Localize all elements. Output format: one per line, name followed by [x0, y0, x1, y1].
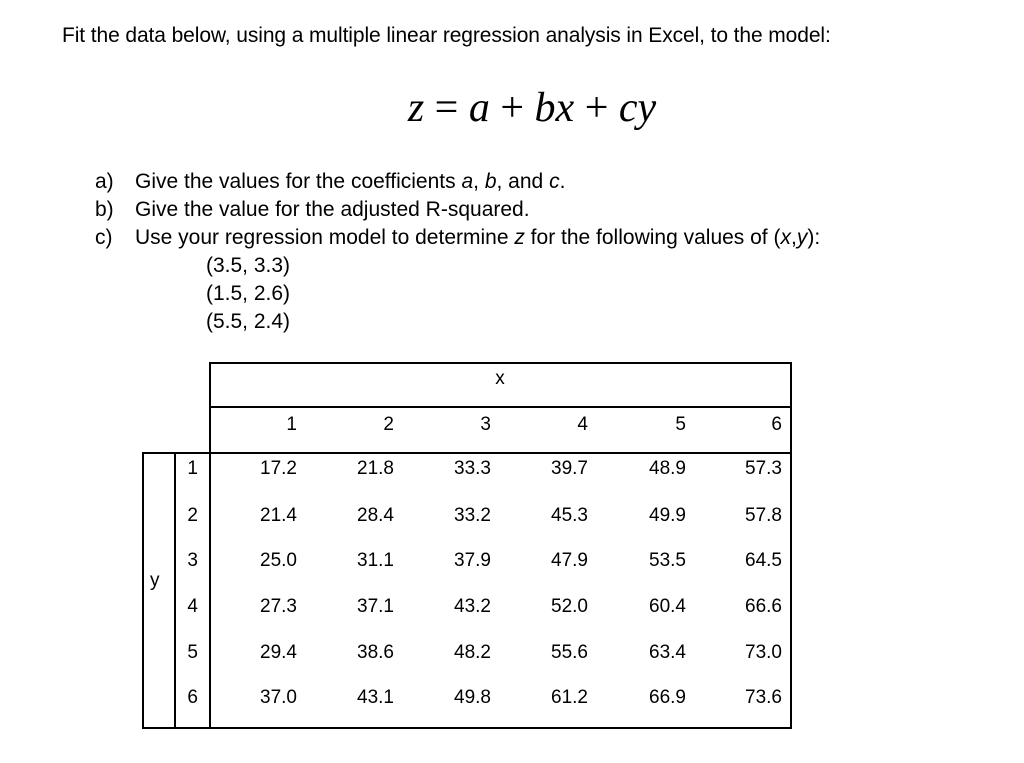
table-cell: 38.6	[357, 642, 394, 663]
header-divider	[209, 406, 792, 408]
eq-bx: bx	[534, 85, 575, 131]
table-cell: 49.8	[454, 687, 491, 708]
table-cell: 33.3	[454, 458, 491, 479]
question-text: Give the values for the coefficients	[135, 170, 462, 193]
x-header-2: 2	[383, 414, 394, 435]
y-header-5: 5	[187, 642, 198, 663]
question-text: Use your regression model to determine	[135, 226, 515, 249]
table-cell: 21.4	[260, 505, 297, 526]
table-cell: 53.5	[649, 550, 686, 571]
table-cell: 27.3	[260, 596, 297, 617]
x-header-5: 5	[675, 414, 686, 435]
eq-equals: =	[434, 85, 459, 131]
question-label: b)	[95, 198, 114, 221]
table-cell: 48.9	[649, 458, 686, 479]
intro-text: Fit the data below, using a multiple linear regression analysis in Excel, to the model:	[62, 24, 831, 47]
eq-plus-2: +	[584, 85, 609, 131]
table-cell: 48.2	[454, 642, 491, 663]
y-axis-label: y	[150, 570, 160, 591]
y-header-3: 3	[187, 550, 198, 571]
y-header-6: 6	[187, 687, 198, 708]
sep: ,	[790, 226, 797, 249]
sep: , and	[496, 170, 550, 193]
table-cell: 17.2	[260, 458, 297, 479]
eq-plus-1: +	[500, 85, 525, 131]
table-cell: 55.6	[551, 642, 588, 663]
x-header-3: 3	[480, 414, 491, 435]
question-text: Give the value for the adjusted R-squared.	[135, 198, 530, 221]
table-cell: 37.0	[260, 687, 297, 708]
table-cell: 73.6	[745, 687, 782, 708]
table-cell: 73.0	[745, 642, 782, 663]
table-cell: 28.4	[357, 505, 394, 526]
table-cell: 49.9	[649, 505, 686, 526]
point-2: (1.5, 2.6)	[206, 282, 291, 305]
table-cell: 45.3	[551, 505, 588, 526]
x-header-1: 1	[286, 414, 297, 435]
table-cell: 47.9	[551, 550, 588, 571]
point-1: (3.5, 3.3)	[206, 254, 291, 277]
question-label: a)	[95, 170, 114, 193]
header-bottom	[142, 452, 792, 454]
eq-a: a	[468, 85, 490, 131]
sep: ,	[473, 170, 485, 193]
var-y: y	[796, 226, 808, 249]
y-header-2: 2	[187, 505, 198, 526]
var-b: b	[484, 170, 497, 193]
table-cell: 52.0	[551, 596, 588, 617]
var-c: c	[549, 170, 560, 193]
question-text: for the following values of (	[524, 226, 781, 249]
table-cell: 25.0	[260, 550, 297, 571]
table-cell: 57.3	[745, 458, 782, 479]
table-cell: 37.9	[454, 550, 491, 571]
var-x: x	[780, 226, 791, 249]
table-cell: 39.7	[551, 458, 588, 479]
table-cell: 60.4	[649, 596, 686, 617]
table-cell: 64.5	[745, 550, 782, 571]
table-cell: 33.2	[454, 505, 491, 526]
sep: ):	[807, 226, 821, 249]
table-cell: 57.8	[745, 505, 782, 526]
y-header-4: 4	[187, 596, 198, 617]
table-cell: 66.6	[745, 596, 782, 617]
table-cell: 31.1	[357, 550, 394, 571]
table-cell: 63.4	[649, 642, 686, 663]
y-header-1: 1	[187, 458, 198, 479]
x-axis-label: x	[495, 368, 505, 389]
table-cell: 29.4	[260, 642, 297, 663]
x-header-6: 6	[771, 414, 782, 435]
eq-z: z	[407, 85, 425, 131]
question-label: c)	[95, 226, 113, 249]
point-3: (5.5, 2.4)	[206, 310, 291, 333]
table-cell: 37.1	[357, 596, 394, 617]
var-z: z	[514, 226, 525, 249]
sep: .	[559, 170, 566, 193]
table-cell: 21.8	[357, 458, 394, 479]
table-cell: 66.9	[649, 687, 686, 708]
table-cell: 43.1	[357, 687, 394, 708]
eq-cy: cy	[618, 85, 657, 131]
x-header-4: 4	[577, 414, 588, 435]
table-cell: 61.2	[551, 687, 588, 708]
var-a: a	[461, 170, 474, 193]
table-cell: 43.2	[454, 596, 491, 617]
